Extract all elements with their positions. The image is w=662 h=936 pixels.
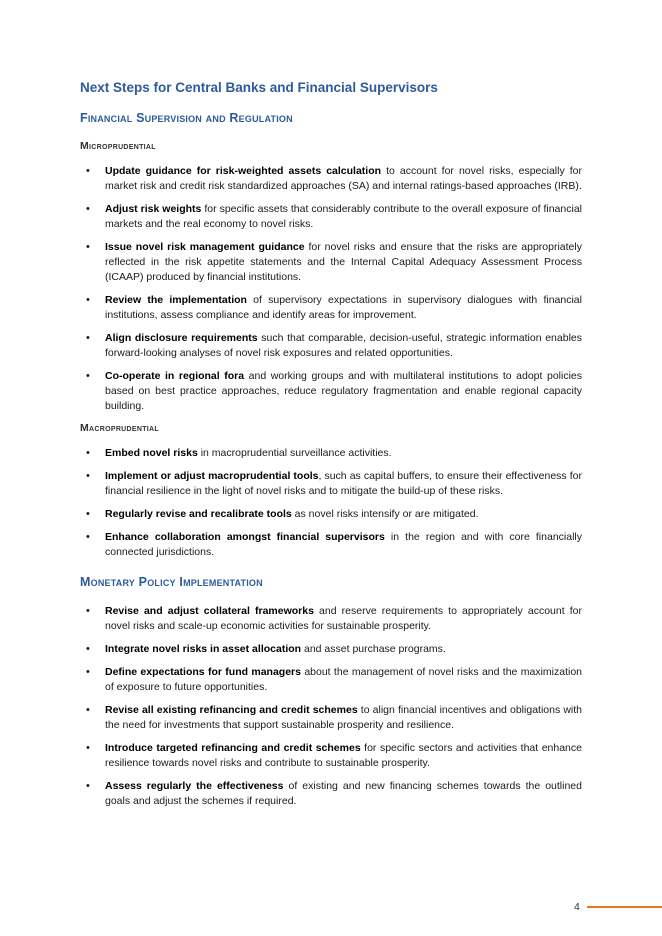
footer-accent-rule [587, 906, 662, 908]
item-bold: Co-operate in regional fora [105, 370, 245, 382]
item-text: and working groups and with multilateral institutions to adopt policies based on best practice approaches, reduce regulatory fragmentation and enable regional capacity building. [105, 370, 583, 412]
list-item [80, 331, 582, 361]
list-item [80, 779, 582, 809]
list-item [80, 240, 582, 285]
item-bold: Review the implementation [105, 294, 247, 306]
item-text: of supervisory expectations in supervisory dialogues with financial institutions, assess compliance and identify areas for improvement. [105, 294, 582, 321]
list-item [80, 446, 582, 461]
list-item [80, 369, 582, 414]
item-text: for specific assets that considerably contribute to the overall exposure of financial markets and the real economy to novel risks. [105, 203, 582, 230]
monetary-policy-list [80, 604, 582, 809]
list-item [80, 507, 582, 522]
macroprudential-list [80, 446, 582, 560]
item-text: about the management of novel risks and the maximization of exposure to future opportunities. [105, 666, 582, 693]
microprudential-list [80, 164, 582, 414]
list-item [80, 741, 582, 771]
page-title: Next Steps for Central Banks and Financial Supervisors [80, 80, 438, 95]
list-item [80, 469, 582, 499]
item-text: and reserve requirements to appropriately account for novel risks and scale-up economic activities for sustainable prosperity. [105, 605, 582, 632]
page-footer [574, 901, 662, 913]
item-bold: Revise and adjust collateral frameworks [105, 605, 314, 617]
item-text: of existing and new financing schemes towards the outlined goals and adjust the schemes if required. [105, 780, 582, 807]
item-bold: Introduce targeted refinancing and credit schemes [105, 742, 361, 754]
item-bold: Embed novel risks [105, 447, 198, 459]
item-text: for novel risks and ensure that the risks are appropriately reflected in the risk appetite statements and the Internal Capital Adequacy Assessment Process (ICAAP) produced by financial institutions. [105, 241, 582, 283]
item-bold: Integrate novel risks in asset allocation [105, 643, 302, 655]
list-item [80, 202, 582, 232]
item-bold: Define expectations for fund managers [105, 666, 301, 678]
list-item [80, 530, 582, 560]
item-text: as novel risks intensify or are mitigated. [291, 508, 479, 520]
subsection-heading-macroprudential: Macroprudential [80, 422, 159, 434]
item-bold: Implement or adjust macroprudential tools [105, 470, 319, 482]
list-item [80, 665, 582, 695]
item-text: to account for novel risks, especially for market risk and credit risk standardized approaches (SA) and internal ratings-based approaches (IRB). [105, 165, 582, 192]
subsection-heading-microprudential: Microprudential [80, 140, 156, 152]
item-bold: Update guidance for risk-weighted assets calculation [105, 165, 382, 177]
list-item [80, 642, 582, 657]
section-heading-financial-supervision: Financial Supervision and Regulation [80, 111, 293, 125]
item-text: for specific sectors and activities that enhance resilience towards novel risks and contribute to sustainable prosperity. [105, 742, 582, 769]
item-text: such that comparable, decision-useful, strategic information enables forward-looking analyses of novel risk exposures and related opportunities. [105, 332, 582, 359]
item-bold: Regularly revise and recalibrate tools [105, 508, 292, 520]
list-item [80, 164, 582, 194]
item-text: in macroprudential surveillance activities. [197, 447, 392, 459]
item-text: and asset purchase programs. [301, 643, 446, 655]
list-item [80, 293, 582, 323]
list-item [80, 703, 582, 733]
item-bold: Issue novel risk management guidance [105, 241, 305, 253]
list-item [80, 604, 582, 634]
document-page [80, 80, 582, 817]
section-heading-monetary-policy: Monetary Policy Implementation [80, 575, 263, 589]
item-text: in the region and with core financially connected jurisdictions. [105, 531, 582, 558]
item-text: to align financial incentives and obligations with the need for investments that support sustainable prosperity and resilience. [105, 704, 582, 731]
item-bold: Align disclosure requirements [105, 332, 258, 344]
item-bold: Revise all existing refinancing and credit schemes [105, 704, 358, 716]
item-bold: Enhance collaboration amongst financial supervisors [105, 531, 385, 543]
section-spacer [80, 568, 582, 575]
item-bold: Assess regularly the effectiveness [105, 780, 284, 792]
item-text: , such as capital buffers, to ensure their effectiveness for financial resilience in the light of novel risks and to mitigate the build-up of these risks. [105, 470, 582, 497]
page-number: 4 [574, 901, 580, 913]
item-bold: Adjust risk weights [105, 203, 202, 215]
